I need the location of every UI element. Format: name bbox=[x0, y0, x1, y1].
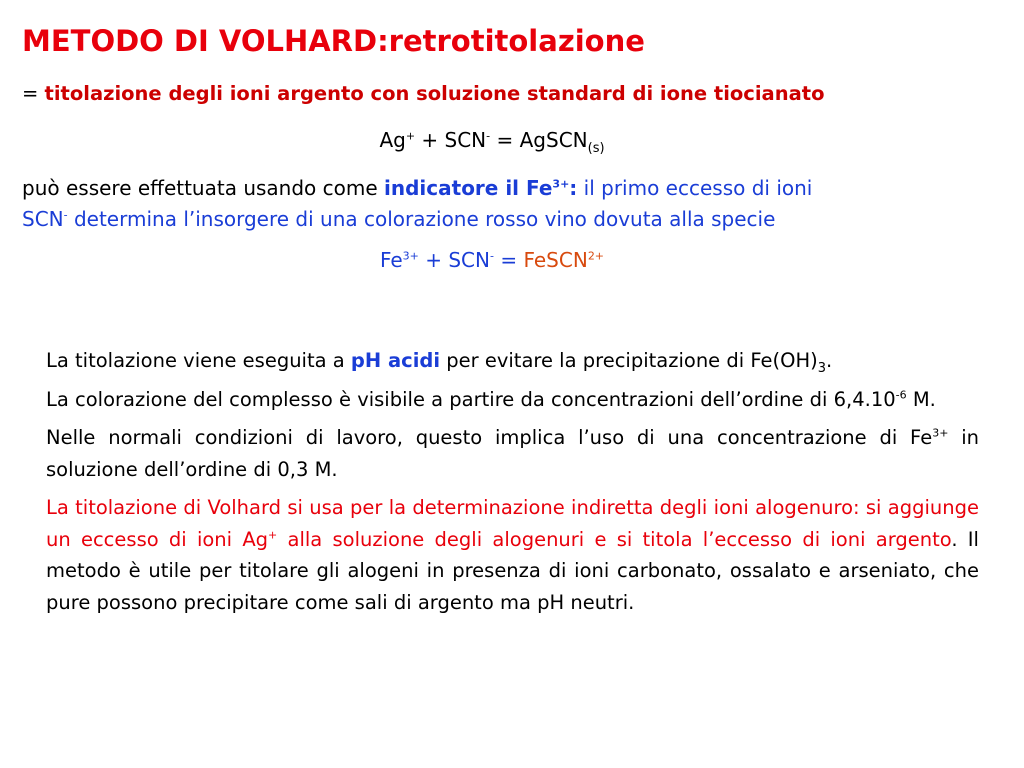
formula2-fe: $Fe^{3+} + SCN^-$ = bbox=[379, 248, 518, 272]
paragraph-ph: La titolazione viene eseguita a pH acidi per evitare la precipitazione di $Fe(OH)_3$. bbox=[46, 349, 833, 376]
volhard-red-text: La titolazione di Volhard si usa per la determinazione indiretta degli ioni alogenuro: si aggiunge un eccesso di ioni Ag+ alla soluzione degli alogenuri e si titola l’eccesso di ioni argento bbox=[46, 496, 979, 551]
formula-state: (s) bbox=[587, 141, 605, 156]
definition-prefix: = bbox=[22, 82, 39, 105]
indicator-label: indicatore il $Fe^{3+}$: bbox=[384, 176, 578, 200]
indicator-intro: può essere effettuata usando come bbox=[22, 176, 378, 200]
reaction-formula-agscn bbox=[0, 128, 984, 156]
indicator-text-1: il primo eccesso di ioni bbox=[583, 176, 813, 200]
indicator-text-2: SCN- determina l’insorgere di una colorazione rosso vino dovuta alla specie bbox=[22, 207, 776, 231]
formula2-product: FeSCN$^{2+}$ bbox=[523, 248, 605, 272]
definition-line bbox=[22, 82, 824, 105]
volhard-black-text: . Il metodo è utile per titolare gli alogeni in presenza di ioni carbonato, ossalato e arseniato, che pure possono precipitare come sali di argento ma pH neutri. bbox=[46, 527, 979, 614]
formula-ag: Ag bbox=[379, 128, 406, 152]
formula-ag-charge: + bbox=[405, 129, 416, 143]
definition-text: titolazione degli ioni argento con soluzione standard di ione tiocianato bbox=[44, 82, 825, 105]
paragraph-condizioni: Nelle normali condizioni di lavoro, questo implica l’uso di una concentrazione di $Fe^{3+}$ in soluzione dell’ordine di 0,3 M. bbox=[46, 426, 980, 481]
ph-acidi-highlight: pH acidi bbox=[350, 349, 441, 372]
paragraph-volhard bbox=[46, 492, 979, 618]
reaction-formula-fescn bbox=[0, 248, 984, 272]
paragraph-colorazione: La colorazione del complesso è visibile a partire da concentrazioni dell’ordine di $6,4.10^{-6}$ M. bbox=[46, 387, 936, 411]
indicator-paragraph bbox=[22, 173, 970, 235]
body-text bbox=[46, 345, 979, 625]
slide-title: METODO DI VOLHARD:retrotitolazione bbox=[22, 24, 645, 58]
formula-plus-scn: + SCN bbox=[421, 128, 487, 152]
formula-scn-charge: - bbox=[486, 129, 491, 143]
formula-equals-agscn: = AgSCN bbox=[496, 128, 588, 152]
